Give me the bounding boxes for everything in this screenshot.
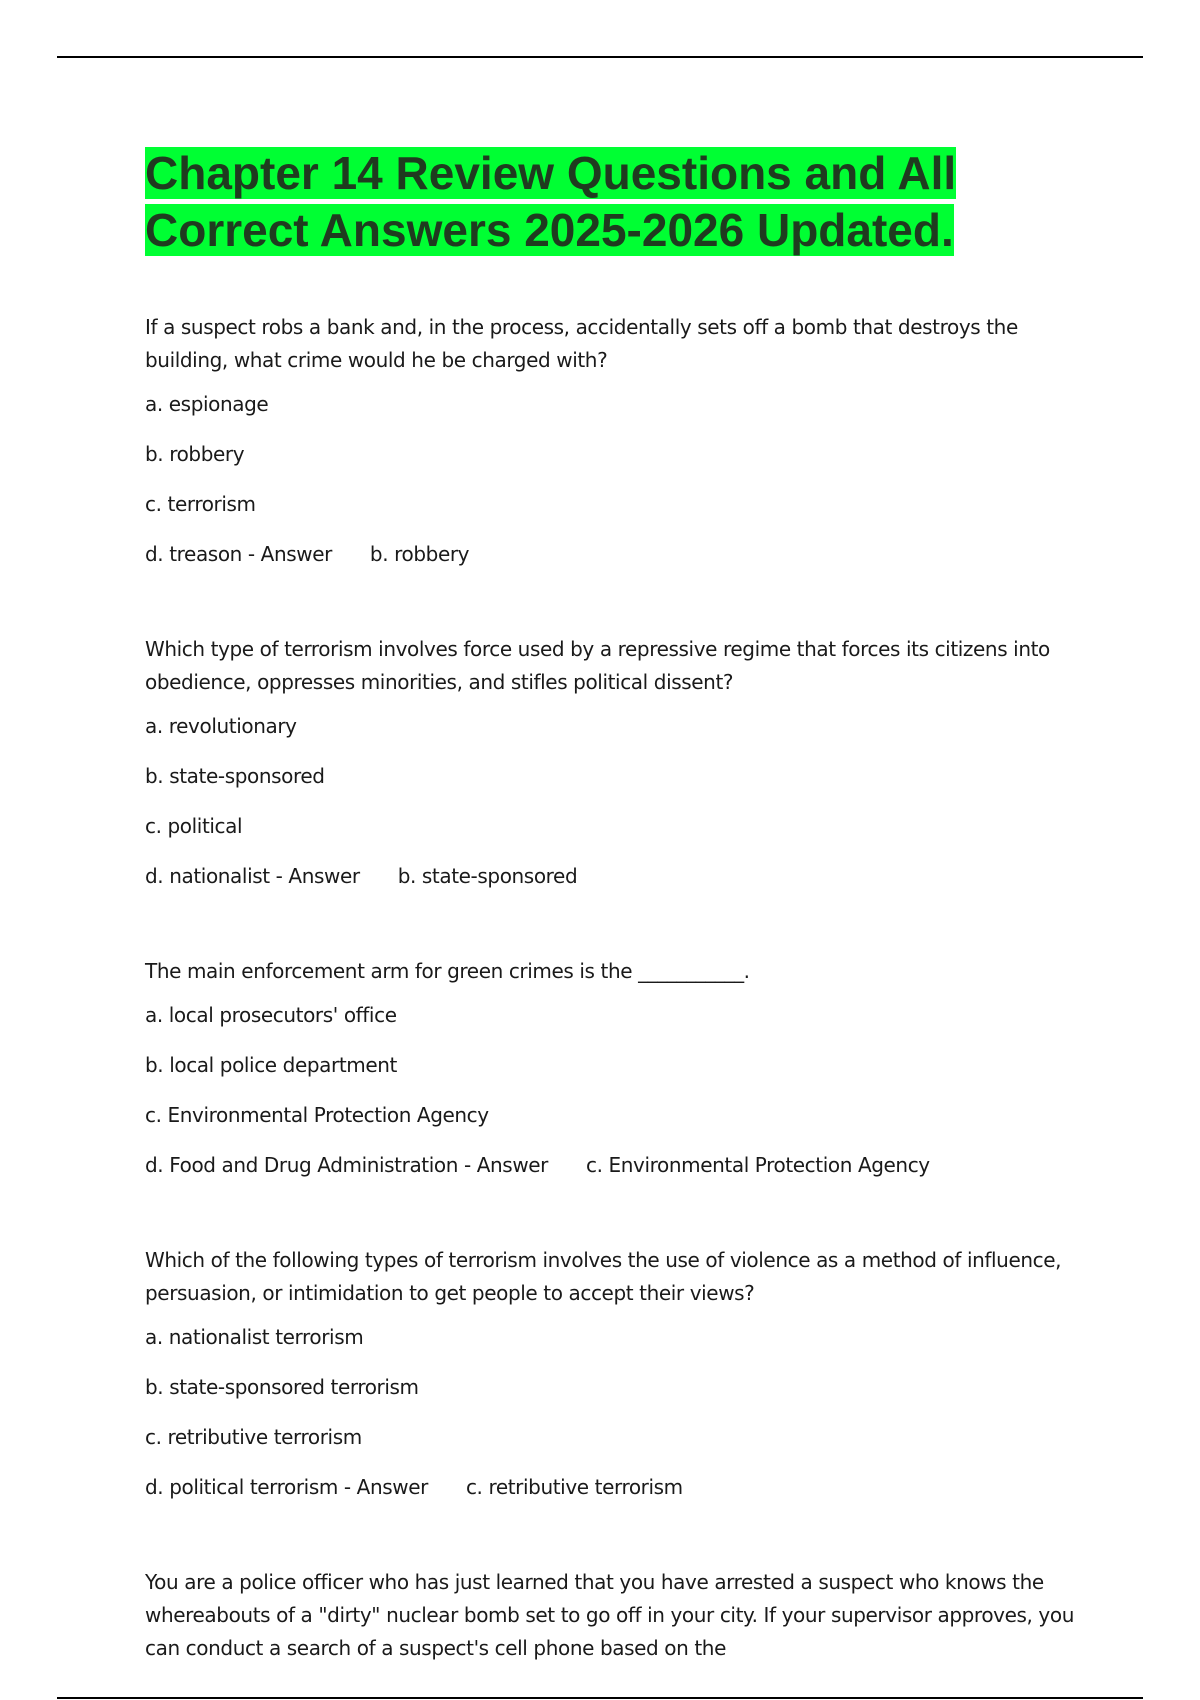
question-text: Which of the following types of terrorism involves the use of violence as a method of influence, persuasion, or intimidation to get people to accept their views? [145,1248,1062,1305]
answer-option: c. political [145,814,243,838]
answer-option-last [145,1474,1095,1500]
answer-option-last [145,1152,1095,1178]
last-option-label: d. Food and Drug Administration - Answer [145,1153,549,1177]
correct-answer: c. Environmental Protection Agency [586,1153,930,1177]
last-option-label: d. nationalist - Answer [145,864,360,888]
document-title: Chapter 14 Review Questions and All Correct Answers 2025-2026 Updated. [145,147,957,256]
answer-option: b. robbery [145,442,245,466]
question-block [145,955,1095,1178]
question-block [145,633,1095,889]
question-text: You are a police officer who has just learned that you have arrested a suspect who knows the whereabouts of a "dirty" nuclear bomb set to go off in your city. If your supervisor approves, you can conduct a search of a suspect's cell phone based on the [145,1570,1074,1660]
answer-option: a. nationalist terrorism [145,1325,364,1349]
top-rule [57,56,1143,58]
answer-option: b. state-sponsored terrorism [145,1375,419,1399]
answer-option: a. revolutionary [145,714,297,738]
answer-option-last [145,863,1095,889]
answer-option-last [145,541,1095,567]
question-block [145,1566,1095,1665]
question-text: The main enforcement arm for green crimes is the ___________. [145,959,750,983]
correct-answer: b. state-sponsored [397,864,578,888]
answer-option: c. terrorism [145,492,256,516]
answer-option: a. local prosecutors' office [145,1003,397,1027]
question-block [145,1244,1095,1500]
correct-answer: c. retributive terrorism [465,1475,683,1499]
question-text: Which type of terrorism involves force used by a repressive regime that forces its citizens into obedience, oppresses minorities, and stifles political dissent? [145,637,1050,694]
bottom-rule [57,1697,1143,1699]
last-option-label: d. political terrorism - Answer [145,1475,428,1499]
last-option-label: d. treason - Answer [145,542,332,566]
question-block [145,311,1095,567]
document-content [145,145,1095,1700]
answer-option: a. espionage [145,392,269,416]
answer-option: c. Environmental Protection Agency [145,1103,489,1127]
answer-option: c. retributive terrorism [145,1425,362,1449]
question-text: If a suspect robs a bank and, in the process, accidentally sets off a bomb that destroys the building, what crime would he be charged with? [145,315,1018,372]
answer-option: b. state-sponsored [145,764,325,788]
answer-option: b. local police department [145,1053,397,1077]
correct-answer: b. robbery [369,542,470,566]
